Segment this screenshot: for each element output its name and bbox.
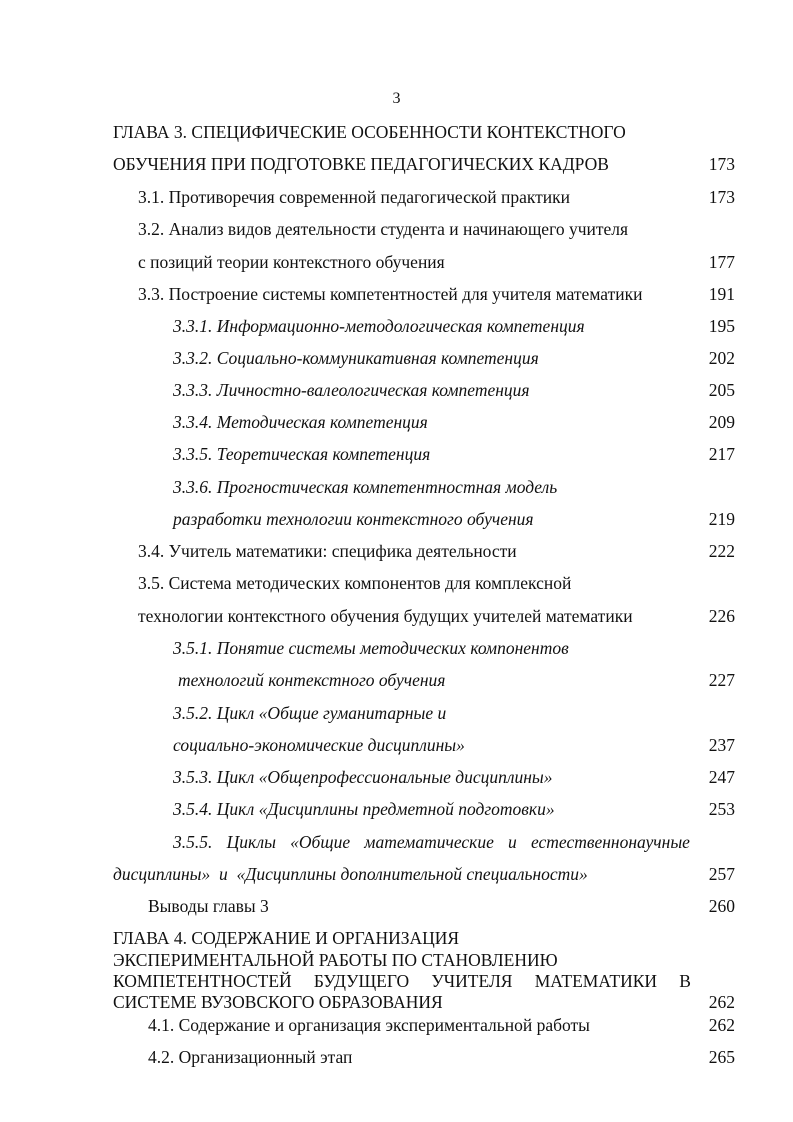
toc-word: БУДУЩЕГО — [313, 971, 410, 991]
toc-subsection-3-5-5-line2: дисциплины» и «Дисциплины дополнительной специальности» — [113, 864, 588, 884]
toc-subsection-3-5-1-line2: технологий контекстного обучения — [178, 670, 446, 690]
toc-page-number: 260 — [708, 896, 735, 916]
toc-page-number: 205 — [708, 380, 735, 400]
toc-page-number: 173 — [708, 154, 735, 174]
toc-section-3-2-line2: с позиций теории контекстного обучения — [138, 252, 445, 272]
toc-subsection-3-5-2-line2: социально-экономические дисциплины» — [173, 735, 465, 755]
toc-page-number: 257 — [708, 864, 735, 884]
toc-word: 3.5.5. — [173, 832, 213, 852]
toc-section-3-1: 3.1. Противоречия современной педагогической практики — [138, 187, 570, 207]
toc-page-number: 262 — [708, 992, 735, 1012]
toc-page-number: 262 — [708, 1015, 735, 1035]
toc-subsection-3-3-3: 3.3.3. Личностно-валеологическая компетенция — [173, 380, 530, 400]
toc-page-number: 226 — [708, 606, 735, 626]
toc-word: математические — [364, 832, 494, 852]
toc-word: и — [508, 832, 517, 852]
toc-subsection-3-5-1-line1: 3.5.1. Понятие системы методических компонентов — [173, 638, 569, 658]
toc-subsection-3-5-4: 3.5.4. Цикл «Дисциплины предметной подготовки» — [173, 799, 555, 819]
toc-section-3-5-line1: 3.5. Система методических компонентов для комплексной — [138, 573, 572, 593]
toc-subsection-3-3-1: 3.3.1. Информационно-методологическая компетенция — [173, 316, 585, 336]
toc-page-number: 217 — [708, 444, 735, 464]
toc-page-number: 173 — [708, 187, 735, 207]
toc-page-number: 195 — [708, 316, 735, 336]
toc-page-number: 177 — [708, 252, 735, 272]
toc-section-3-2-line1: 3.2. Анализ видов деятельности студента и начинающего учителя — [138, 219, 629, 239]
toc-page-number: 191 — [708, 284, 735, 304]
toc-section-4-2: 4.2. Организационный этап — [148, 1047, 353, 1067]
toc-page-number: 222 — [708, 541, 735, 561]
toc-chapter-4-title-line4: СИСТЕМЕ ВУЗОВСКОГО ОБРАЗОВАНИЯ — [113, 992, 443, 1012]
toc-subsection-3-3-4: 3.3.4. Методическая компетенция — [173, 412, 428, 432]
toc-page-number: 253 — [708, 799, 735, 819]
toc-chapter-3-title-line2: ОБУЧЕНИЯ ПРИ ПОДГОТОВКЕ ПЕДАГОГИЧЕСКИХ КАДРОВ — [113, 154, 609, 174]
toc-word: УЧИТЕЛЯ — [431, 971, 513, 991]
page-number: 3 — [392, 90, 401, 107]
toc-conclusions-chapter-3: Выводы главы 3 — [148, 896, 269, 916]
toc-page-number: 247 — [708, 767, 735, 787]
toc-word: Циклы — [226, 832, 276, 852]
toc-section-3-5-line2: технологии контекстного обучения будущих учителей математики — [138, 606, 633, 626]
toc-chapter-4-title-line2: ЭКСПЕРИМЕНТАЛЬНОЙ РАБОТЫ ПО СТАНОВЛЕНИЮ — [113, 950, 558, 970]
toc-section-3-4: 3.4. Учитель математики: специфика деятельности — [138, 541, 517, 561]
toc-page-number: 237 — [708, 735, 735, 755]
toc-word: В — [679, 971, 691, 991]
toc-word: МАТЕМАТИКИ — [534, 971, 658, 991]
toc-section-4-1: 4.1. Содержание и организация экспериментальной работы — [148, 1015, 590, 1035]
toc-subsection-3-5-2-line1: 3.5.2. Цикл «Общие гуманитарные и — [173, 703, 447, 723]
toc-page-number: 227 — [708, 670, 735, 690]
toc-chapter-4-title-line1: ГЛАВА 4. СОДЕРЖАНИЕ И ОРГАНИЗАЦИЯ — [113, 928, 460, 948]
toc-subsection-3-3-2: 3.3.2. Социально-коммуникативная компетенция — [173, 348, 539, 368]
toc-subsection-3-5-5-line1 — [173, 834, 690, 852]
toc-word: естественнонаучные — [530, 832, 690, 852]
toc-page-number: 265 — [708, 1047, 735, 1067]
toc-word: КОМПЕТЕНТНОСТЕЙ — [113, 971, 292, 991]
toc-subsection-3-5-3: 3.5.3. Цикл «Общепрофессиональные дисциплины» — [173, 767, 553, 787]
toc-chapter-4-title-line3 — [113, 973, 691, 991]
toc-word: «Общие — [290, 832, 351, 852]
toc-subsection-3-3-6-line1: 3.3.6. Прогностическая компетентностная модель — [173, 477, 558, 497]
toc-page-number: 209 — [708, 412, 735, 432]
toc-subsection-3-3-6-line2: разработки технологии контекстного обучения — [173, 509, 534, 529]
toc-page-number: 202 — [708, 348, 735, 368]
toc-section-3-3: 3.3. Построение системы компетентностей для учителя математики — [138, 284, 643, 304]
toc-chapter-3-title-line1: ГЛАВА 3. СПЕЦИФИЧЕСКИЕ ОСОБЕННОСТИ КОНТЕКСТНОГО — [113, 122, 626, 142]
toc-subsection-3-3-5: 3.3.5. Теоретическая компетенция — [173, 444, 431, 464]
toc-page-number: 219 — [708, 509, 735, 529]
